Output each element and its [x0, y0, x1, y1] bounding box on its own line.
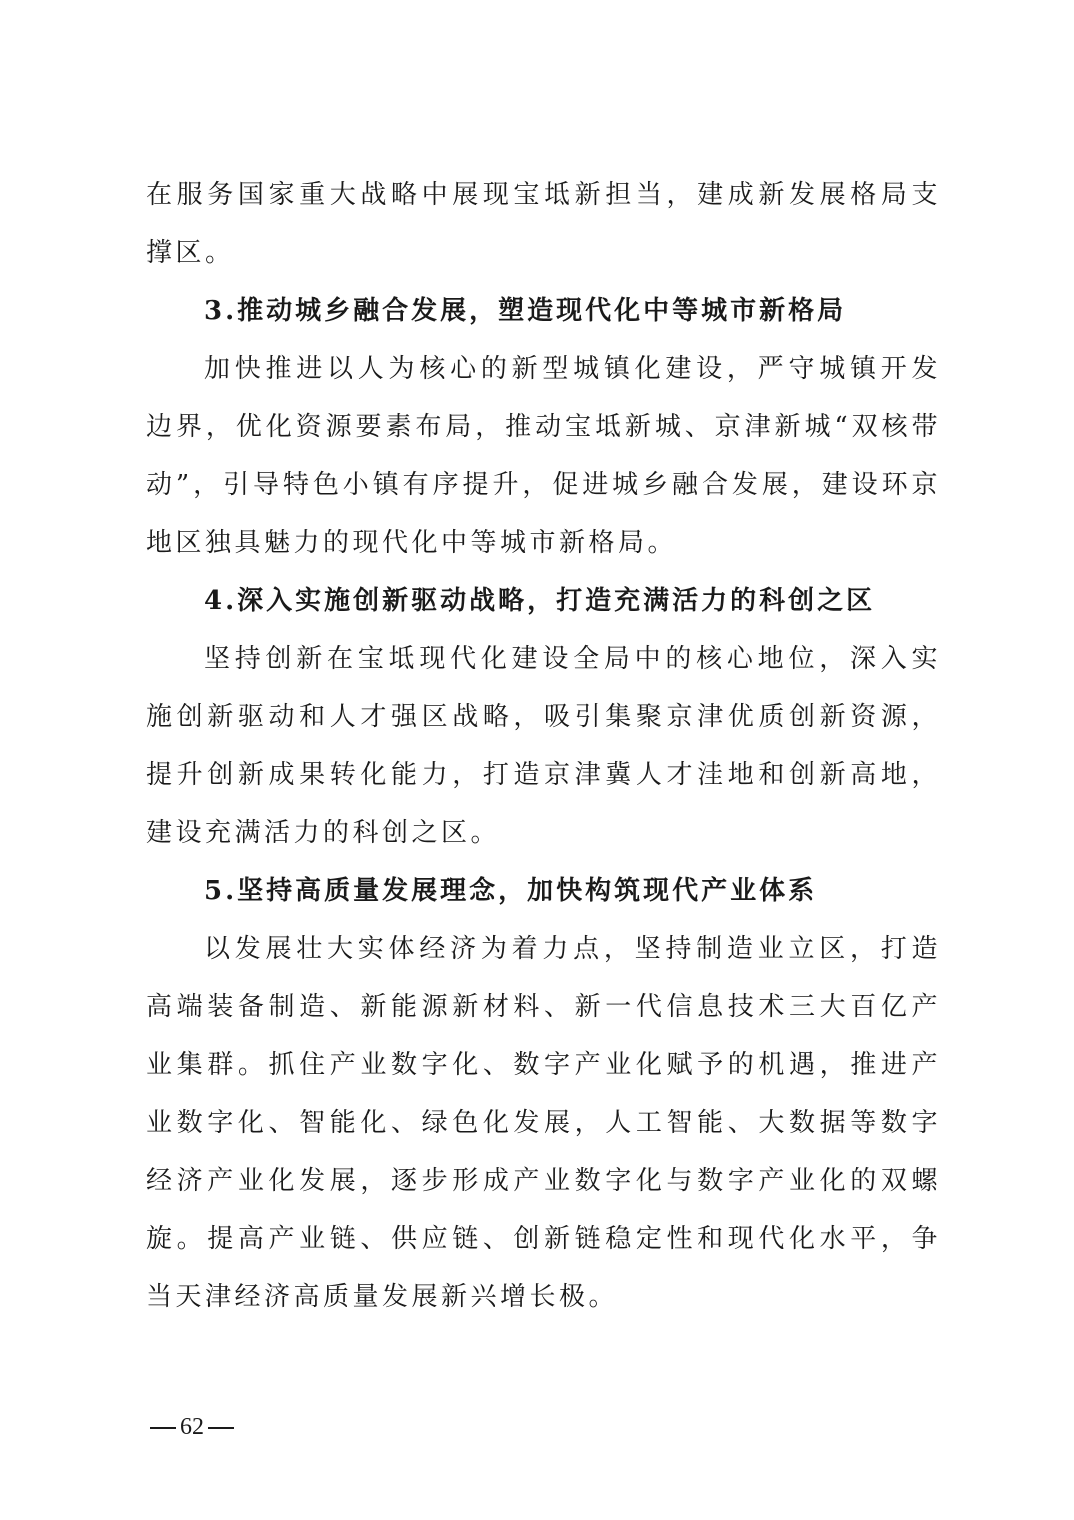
section-body-4: 坚持创新在宝坻现代化建设全局中的核心地位，深入实施创新驱动和人才强区战略，吸引集聚京津优质创新资源，提升创新成果转化能力，打造京津冀人才洼地和创新高地，建设充满活力的科创之区。	[146, 644, 941, 848]
document-body	[146, 166, 941, 1326]
section-body-3: 加快推进以人为核心的新型城镇化建设，严守城镇开发边界，优化资源要素布局，推动宝坻新城、京津新城“双核带动”，引导特色小镇有序提升，促进城乡融合发展，建设环京地区独具魅力的现代化中等城市新格局。	[146, 354, 941, 558]
intro-paragraph: 在服务国家重大战略中展现宝坻新担当，建成新发展格局支撑区。	[146, 180, 941, 268]
section-body-5: 以发展壮大实体经济为着力点，坚持制造业立区，打造高端装备制造、新能源新材料、新一代信息技术三大百亿产业集群。抓住产业数字化、数字产业化赋予的机遇，推进产业数字化、智能化、绿色化发展，人工智能、大数据等数字经济产业化发展，逐步形成产业数字化与数字产业化的双螺旋。提高产业链、供应链、创新链稳定性和现代化水平，争当天津经济高质量发展新兴增长极。	[146, 934, 941, 1312]
section-heading-5: 5.坚持高质量发展理念，加快构筑现代产业体系	[204, 876, 818, 906]
footer-left-dash	[150, 1427, 176, 1429]
section-heading-4: 4.深入实施创新驱动战略，打造充满活力的科创之区	[204, 586, 876, 616]
page-footer	[146, 1412, 238, 1442]
page-number: 62	[180, 1414, 204, 1440]
section-heading-3: 3.推动城乡融合发展，塑造现代化中等城市新格局	[204, 296, 847, 326]
footer-right-dash	[208, 1427, 234, 1429]
